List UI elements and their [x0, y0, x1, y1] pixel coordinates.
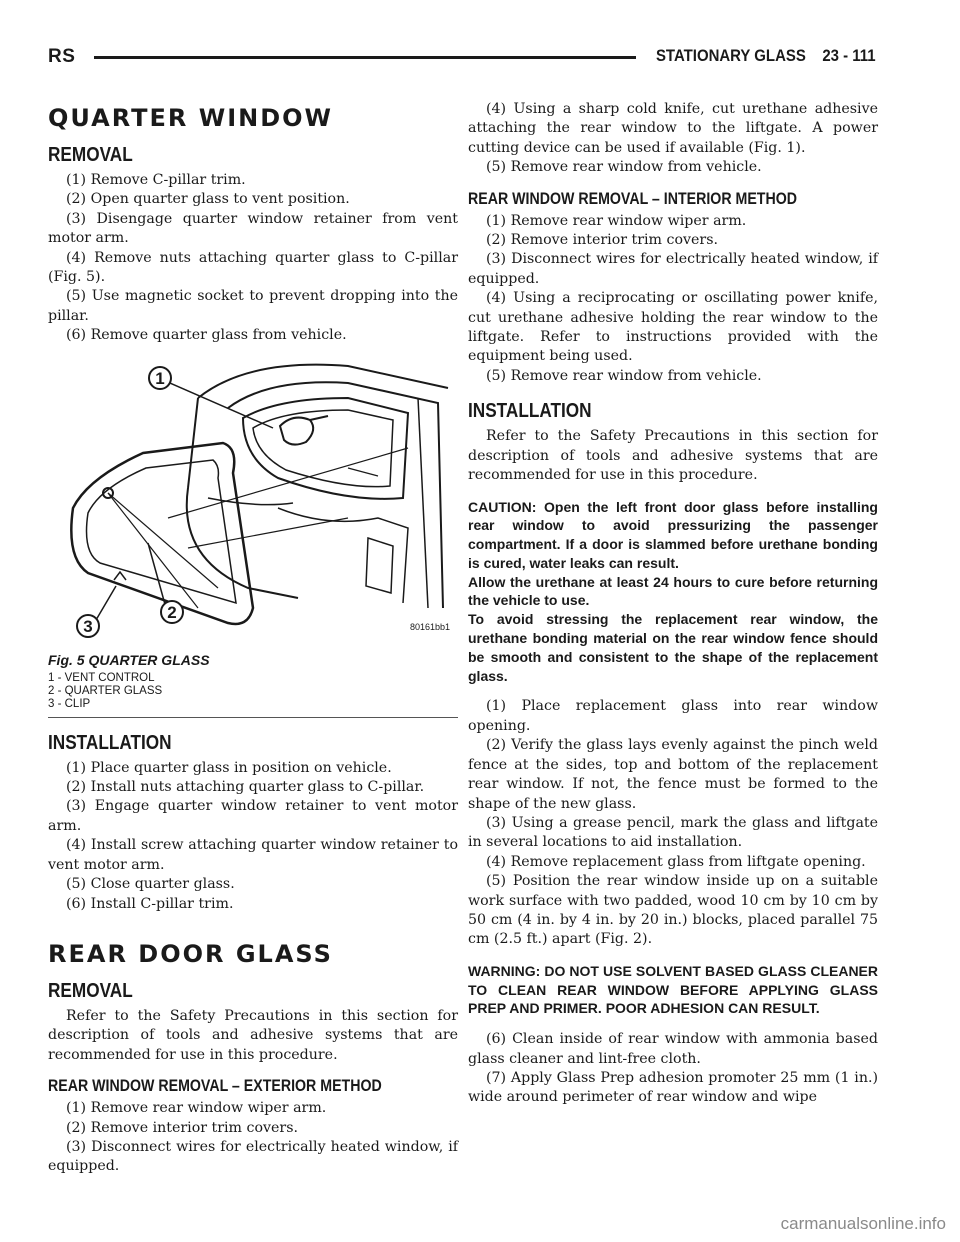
final-step: (7) Apply Glass Prep adhesion promoter 25 mm (1 in.) wide around perimeter of rear window and wipe [468, 1069, 878, 1106]
removal2-heading: REMOVAL [48, 979, 133, 1002]
warning-text: WARNING: DO NOT USE SOLVENT BASED GLASS CLEANER TO CLEAN REAR WINDOW BEFORE APPLYING GLASS PREP AND PRIMER. POOR ADHESION CAN RESULT. [468, 962, 878, 1017]
interior-step: (1) Remove rear window wiper arm. [486, 212, 747, 229]
exterior-steps [48, 1099, 458, 1177]
installation-step: (3) Engage quarter window retainer to vent motor arm. [48, 798, 458, 834]
install-step: (3) Using a grease pencil, mark the glass and liftgate in several locations to aid installation. [468, 814, 878, 851]
installation2-heading: INSTALLATION [468, 400, 592, 423]
installation-step: (2) Install nuts attaching quarter glass to C-pillar. [66, 779, 425, 796]
callout-2: 2 [167, 602, 177, 622]
install-step: (2) Verify the glass lays evenly against the pinch weld fence at the sides, top and bottom of the replacement rear window. If not, the fence must be formed to the shape of the new glass. [468, 737, 878, 812]
install-step: (5) Position the rear window inside up on a suitable work surface with two padded, wood 10 cm by 10 cm by 50 cm (4 in. by 4 in. by 20 in.) blocks, placed parallel 75 cm (2.5 ft.) apart (Fig. 2). [468, 873, 878, 948]
removal-step: (2) Open quarter glass to vent position. [66, 191, 350, 208]
removal-step: (3) Disengage quarter window retainer from vent motor arm. [48, 210, 458, 247]
installation-steps [48, 759, 458, 914]
caution-block [468, 498, 878, 686]
quarter-window-title: QUARTER WINDOW [48, 104, 334, 132]
exterior-step: (2) Remove interior trim covers. [66, 1119, 298, 1136]
legend-item: 3 - CLIP [48, 697, 91, 710]
manual-code: RS [48, 46, 76, 67]
exterior-step: (5) Remove rear window from vehicle. [486, 159, 762, 176]
removal-step: (5) Use magnetic socket to prevent dropping into the pillar. [48, 288, 458, 324]
exterior-step: (1) Remove rear window wiper arm. [66, 1100, 327, 1117]
installation2-intro: Refer to the Safety Precautions in this section for description of tools and adhesive systems that are recommended for use in this procedure. [468, 428, 878, 484]
legend-item: 1 - VENT CONTROL [48, 671, 155, 684]
caution-text: CAUTION: Open the left front door glass before installing rear window to avoid pressurizing the passenger compartment. If a door is slammed before urethane bonding is cured, water leaks can result. [468, 498, 878, 571]
removal-step: (4) Remove nuts attaching quarter glass to C-pillar (Fig. 5). [48, 249, 458, 286]
section-title: STATIONARY GLASS [656, 46, 807, 65]
installation-step: (1) Place quarter glass in position on vehicle. [66, 759, 392, 776]
page-header [48, 44, 876, 74]
exterior-step: (3) Disconnect wires for electrically heated window, if equipped. [48, 1138, 458, 1175]
watermark: carmanualsonline.info [780, 1214, 946, 1233]
figure-rule [48, 717, 458, 718]
caution-text: To avoid stressing the replacement rear window, the urethane bonding material on the rear window fence should be smooth and consistent to the shape of the replacement glass. [468, 611, 878, 684]
legend-item: 2 - QUARTER GLASS [48, 684, 163, 697]
figure-legend [48, 672, 458, 711]
callout-3: 3 [83, 616, 93, 636]
figure-code: 80161bb1 [409, 621, 450, 632]
removal-step: (1) Remove C-pillar trim. [66, 172, 246, 188]
rear-door-glass-title: REAR DOOR GLASS [48, 939, 333, 968]
interior-step: (5) Remove rear window from vehicle. [486, 367, 762, 384]
quarter-glass-figure [48, 358, 458, 648]
callout-1: 1 [155, 368, 165, 388]
interior-steps [468, 212, 878, 387]
interior-method-heading: REAR WINDOW REMOVAL – INTERIOR METHOD [468, 189, 798, 208]
removal-steps [48, 171, 458, 346]
installation-step: (5) Close quarter glass. [66, 876, 235, 893]
final-step: (6) Clean inside of rear window with ammonia based glass cleaner and lint-free cloth. [468, 1031, 878, 1067]
removal-step: (6) Remove quarter glass from vehicle. [66, 327, 347, 344]
exterior-step: (4) Using a sharp cold knife, cut urethane adhesive attaching the rear window to the liftgate. A power cutting device can be used if available (Fig. 1). [468, 101, 878, 156]
installation-step: (4) Install screw attaching quarter window retainer to vent motor arm. [48, 837, 458, 873]
install-step: (4) Remove replacement glass from liftgate opening. [486, 853, 866, 870]
removal2-intro: Refer to the Safety Precautions in this section for description of tools and adhesive systems that are recommended for use in this procedure. [48, 1007, 458, 1063]
header-rule [94, 56, 636, 59]
removal-heading: REMOVAL [48, 144, 133, 166]
interior-step: (2) Remove interior trim covers. [486, 232, 718, 249]
left-column [48, 104, 458, 1177]
quarter-glass-illustration [48, 358, 458, 648]
install-steps [468, 697, 878, 949]
right-column [468, 100, 878, 1108]
exterior-method-heading: REAR WINDOW REMOVAL – EXTERIOR METHOD [48, 1077, 382, 1096]
final-steps [468, 1030, 878, 1108]
header-right [656, 46, 876, 66]
caution-text: Allow the urethane at least 24 hours to cure before returning the vehicle to use. [468, 573, 878, 609]
installation-step: (6) Install C-pillar trim. [66, 895, 234, 912]
install-step: (1) Place replacement glass into rear window opening. [468, 698, 878, 734]
figure-caption: Fig. 5 QUARTER GLASS [48, 651, 210, 668]
interior-step: (3) Disconnect wires for electrically heated window, if equipped. [468, 251, 878, 287]
page-number: 23 - 111 [822, 46, 876, 65]
interior-step: (4) Using a reciprocating or oscillating power knife, cut urethane adhesive holding the rear window to the liftgate. Refer to instructions provided with the equipment being used. [468, 290, 878, 365]
installation-heading: INSTALLATION [48, 731, 172, 754]
